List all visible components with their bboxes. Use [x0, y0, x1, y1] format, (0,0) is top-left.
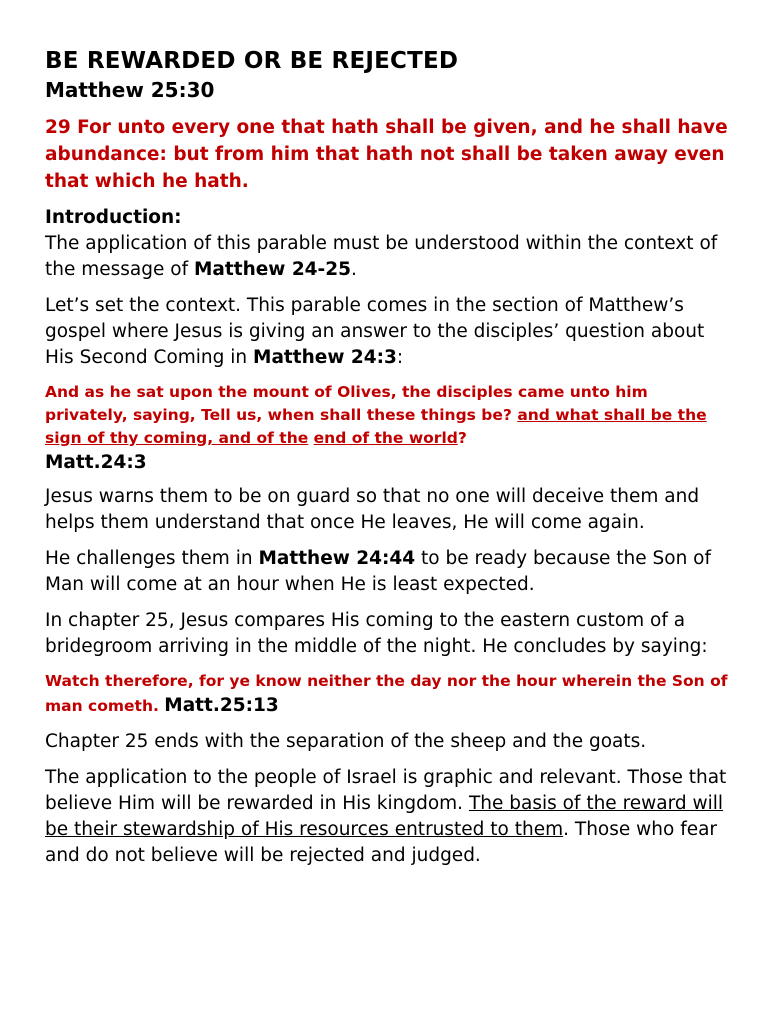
- application-underlined: The basis of the reward will be their stewardship of His resources entrusted to them: [45, 793, 724, 840]
- introduction-paragraph: [45, 231, 735, 283]
- context-end: :: [396, 347, 404, 368]
- intro-text: The application of this parable must be understood within the context of the message of: [45, 233, 718, 280]
- challenge-text-1: He challenges them in: [45, 548, 259, 569]
- context-paragraph: [45, 293, 735, 371]
- quoted-verse-2: [45, 670, 735, 719]
- scripture-reference: Matthew 25:30: [45, 78, 215, 102]
- introduction-section: [45, 205, 735, 283]
- chapter-25-paragraph: In chapter 25, Jesus compares His coming to the eastern custom of a bridegroom arriving in the middle of the night. He concludes by saying:: [45, 610, 708, 657]
- application-paragraph: [45, 765, 735, 869]
- introduction-heading: Introduction:: [45, 207, 182, 228]
- application-text-2: . Those who fear and do not believe will be rejected and judged.: [45, 819, 718, 866]
- verse-1-end: ?: [457, 429, 467, 447]
- lead-verse: 29 For unto every one that hath shall be given, and he shall have abundance: but from him that hath not shall be taken away even that which he hath.: [45, 117, 728, 192]
- chapter-ends-paragraph: Chapter 25 ends with the separation of the sheep and the goats.: [45, 731, 647, 752]
- verse-1-underlined-1: and what shall be the sign of thy coming, and of the: [45, 406, 707, 447]
- verse-2-text: Watch therefore, for ye know neither the day nor the hour wherein the Son of man cometh.: [45, 672, 728, 715]
- challenge-reference: Matthew 24:44: [258, 548, 416, 569]
- context-text: Let’s set the context. This parable comes in the section of Matthew’s gospel where Jesus is giving an answer to the disciples’ question about His Second Coming in: [45, 295, 705, 368]
- verse-1-part-1: And as he sat upon the mount of Olives, the disciples came unto him privately, saying, Tell us, when shall these things be?: [45, 383, 648, 424]
- challenge-paragraph: [45, 546, 735, 598]
- verse-2-reference: Matt.25:13: [164, 695, 279, 716]
- challenge-text-2: to be ready because the Son of Man will come at an hour when He is least expected.: [45, 548, 712, 595]
- application-text-1: The application to the people of Israel is graphic and relevant. Those that believe Him will be rewarded in His kingdom.: [45, 767, 727, 814]
- intro-end: .: [350, 259, 357, 280]
- document-title: BE REWARDED OR BE REJECTED: [45, 48, 459, 74]
- verse-1-underlined-2: end of the world: [313, 429, 458, 447]
- document-content: [45, 46, 735, 879]
- verse-1-reference: Matt.24:3: [45, 452, 147, 473]
- intro-reference: Matthew 24-25: [193, 259, 351, 280]
- quoted-verse-1: [45, 381, 735, 476]
- warns-paragraph: Jesus warns them to be on guard so that no one will deceive them and helps them understand that once He leaves, He will come again.: [45, 486, 700, 533]
- verse-1-text: [45, 381, 735, 450]
- context-reference: Matthew 24:3: [253, 347, 397, 368]
